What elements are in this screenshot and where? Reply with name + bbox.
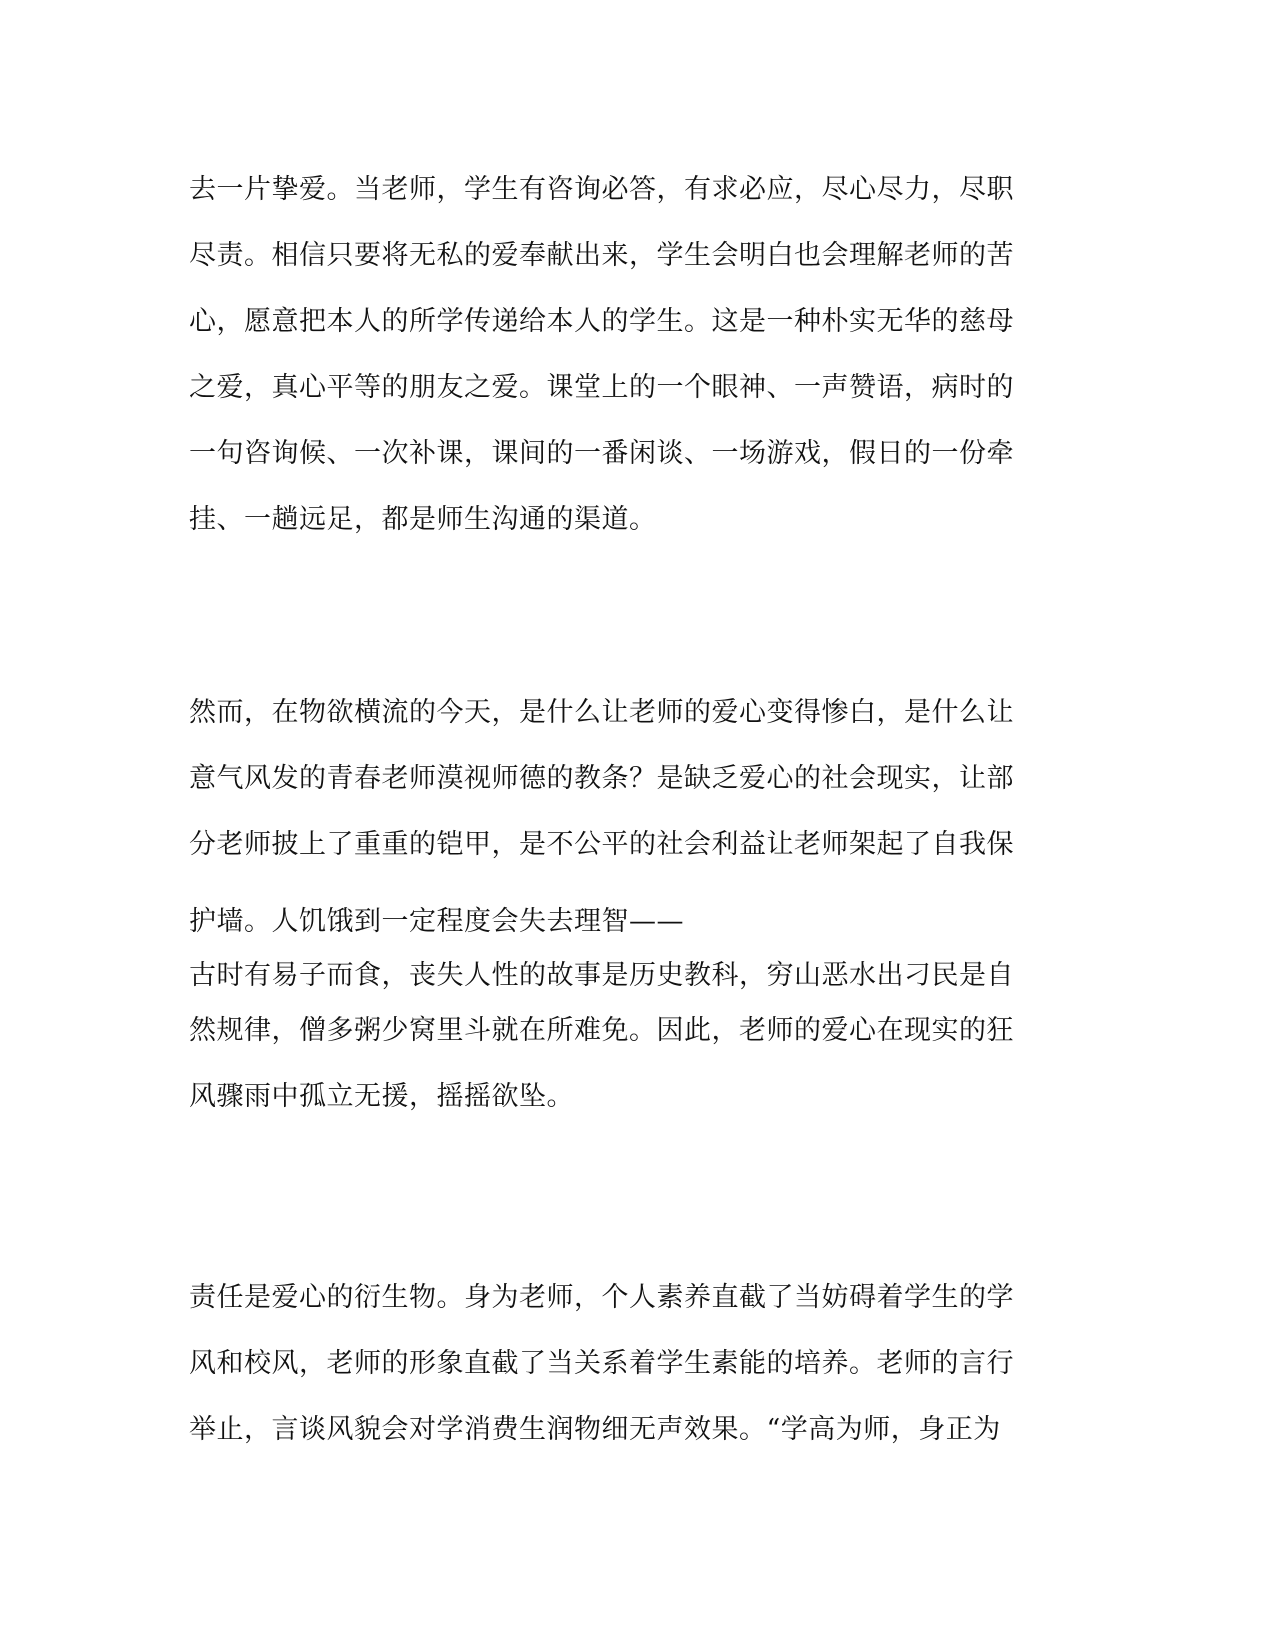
paragraph-2 [189,680,1069,1130]
paragraph-2-line-7: 风骤雨中孤立无援，摇摇欲坠。 [189,1081,574,1112]
paragraph-1-line-1: 去一片挚爱。当老师，学生有咨询必答，有求必应，尽心尽力，尽职 [189,174,1014,205]
paragraph-2-line-5: 古时有易子而食，丧失人性的故事是历史教科，穷山恶水出刁民是自 [189,960,1014,991]
paragraph-1-line-5: 一句咨询候、一次补课，课间的一番闲谈、一场游戏，假日的一份牵 [189,438,1014,469]
paragraph-1-line-2: 尽责。相信只要将无私的爱奉献出来，学生会明白也会理解老师的苦 [189,240,1014,271]
paragraph-1-line-4: 之爱，真心平等的朋友之爱。课堂上的一个眼神、一声赞语，病时的 [189,372,1014,403]
paragraph-1-line-3: 心，愿意把本人的所学传递给本人的学生。这是一种朴实无华的慈母 [189,306,1014,337]
paragraph-2-line-3: 分老师披上了重重的铠甲，是不公平的社会利益让老师架起了自我保 [189,829,1014,860]
paragraph-3-line-3: 举止，言谈风貌会对学消费生润物细无声效果。“学高为师，身正为 [189,1414,1001,1445]
paragraph-2-line-2: 意气风发的青春老师漠视师德的教条？是缺乏爱心的社会现实，让部 [189,763,1014,794]
paragraph-3 [189,1265,1069,1463]
paragraph-3-line-2: 风和校风，老师的形象直截了当关系着学生素能的培养。老师的言行 [189,1348,1014,1379]
paragraph-2-line-1: 然而，在物欲横流的今天，是什么让老师的爱心变得惨白，是什么让 [189,697,1014,728]
paragraph-2-line-6: 然规律，僧多粥少窝里斗就在所难免。因此，老师的爱心在现实的狂 [189,1015,1014,1046]
paragraph-3-line-1: 责任是爱心的衍生物。身为老师，个人素养直截了当妨碍着学生的学 [189,1282,1014,1313]
paragraph-1-line-6: 挂、一趟远足，都是师生沟通的渠道。 [189,504,657,535]
paragraph-1 [189,157,1069,553]
paragraph-2-line-4: 护墙。人饥饿到一定程度会失去理智—— [189,906,684,937]
